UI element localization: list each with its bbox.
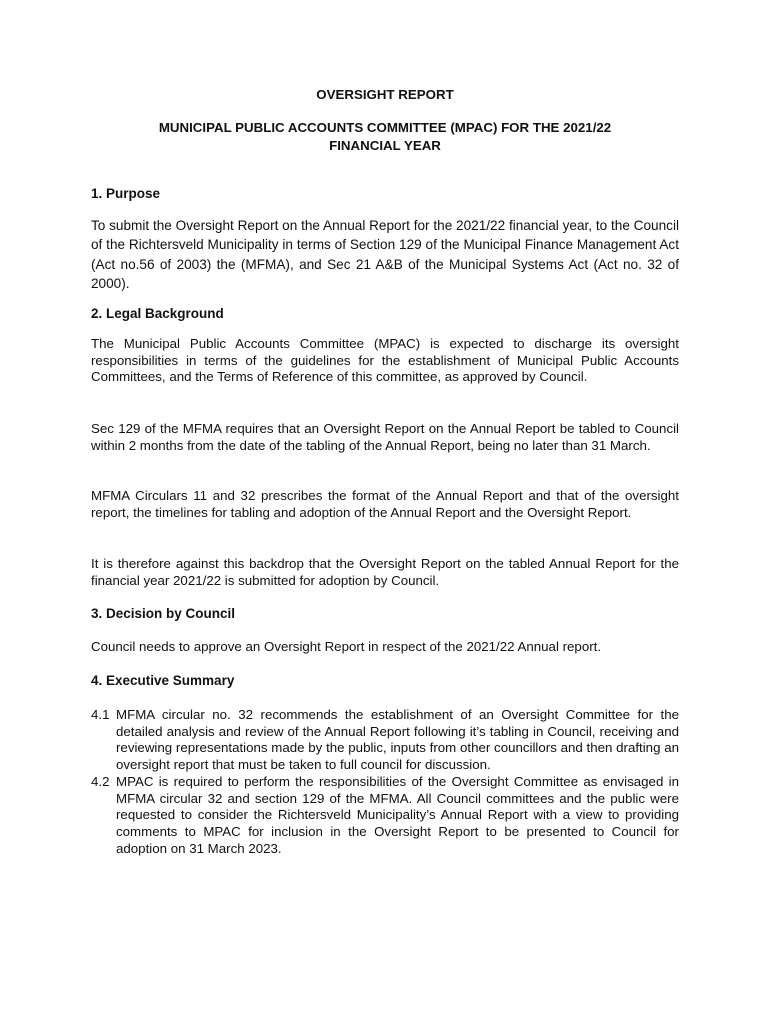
legal-paragraph-1: The Municipal Public Accounts Committee (MPAC) is expected to discharge its oversight responsibilities in terms of the guidelines for the establishment of Municipal Public Accounts Committees, and the Terms of Reference of this committee, as approved by Council. (91, 336, 679, 385)
report-subtitle-line2: FINANCIAL YEAR (329, 138, 441, 153)
heading-executive-summary: 4. Executive Summary (91, 673, 235, 688)
summary-list (91, 707, 679, 857)
report-subtitle-line1: MUNICIPAL PUBLIC ACCOUNTS COMMITTEE (MPAC) FOR THE 2021/22 (158, 120, 612, 135)
report-title: OVERSIGHT REPORT (316, 87, 454, 102)
legal-paragraph-4: It is therefore against this backdrop that the Oversight Report on the tabled Annual Report for the financial year 2021/22 is submitted for adoption by Council. (91, 556, 679, 588)
summary-item-number: 4.2 (91, 773, 110, 789)
heading-decision: 3. Decision by Council (91, 606, 236, 621)
heading-legal-background: 2. Legal Background (91, 306, 224, 321)
decision-text: Council needs to approve an Oversight Report in respect of the 2021/22 Annual report. (91, 639, 602, 654)
summary-item-number: 4.1 (91, 707, 110, 722)
heading-purpose: 1. Purpose (91, 186, 161, 201)
legal-paragraph-2: Sec 129 of the MFMA requires that an Oversight Report on the Annual Report be tabled to Council within 2 months from the date of the tabling of the Annual Report, being no later than 31 March. (91, 421, 679, 453)
summary-item-text: MPAC is required to perform the responsibilities of the Oversight Committee as envisaged in MFMA circular 32 and section 129 of the MFMA. All Council committees and the public were requested to consider the Richtersveld Municipality’s Annual Report with a view to providing comments to MPAC for inclusion in the Oversight Report to be presented to Council for adoption on 31 March 2023. (116, 773, 679, 856)
summary-item (91, 707, 679, 774)
summary-item-text: MFMA circular no. 32 recommends the establishment of an Oversight Committee for the detailed analysis and review of the Annual Report following it’s tabling in Council, receiving and reviewing representations made by the public, inputs from other councillors and then drafting an oversight report that must be taken to full council for discussion. (116, 707, 679, 773)
legal-paragraph-3: MFMA Circulars 11 and 32 prescribes the format of the Annual Report and that of the oversight report, the timelines for tabling and adoption of the Annual Report and the Oversight Report. (91, 488, 679, 520)
purpose-text: To submit the Oversight Report on the Annual Report for the 2021/22 financial year, to the Council of the Richtersveld Municipality in terms of Section 129 of the Municipal Finance Management Act (Act no.56 of 2003) the (MFMA), and Sec 21 A&B of the Municipal Systems Act (Act no. 32 of 2000). (91, 218, 679, 291)
summary-item (91, 774, 679, 858)
